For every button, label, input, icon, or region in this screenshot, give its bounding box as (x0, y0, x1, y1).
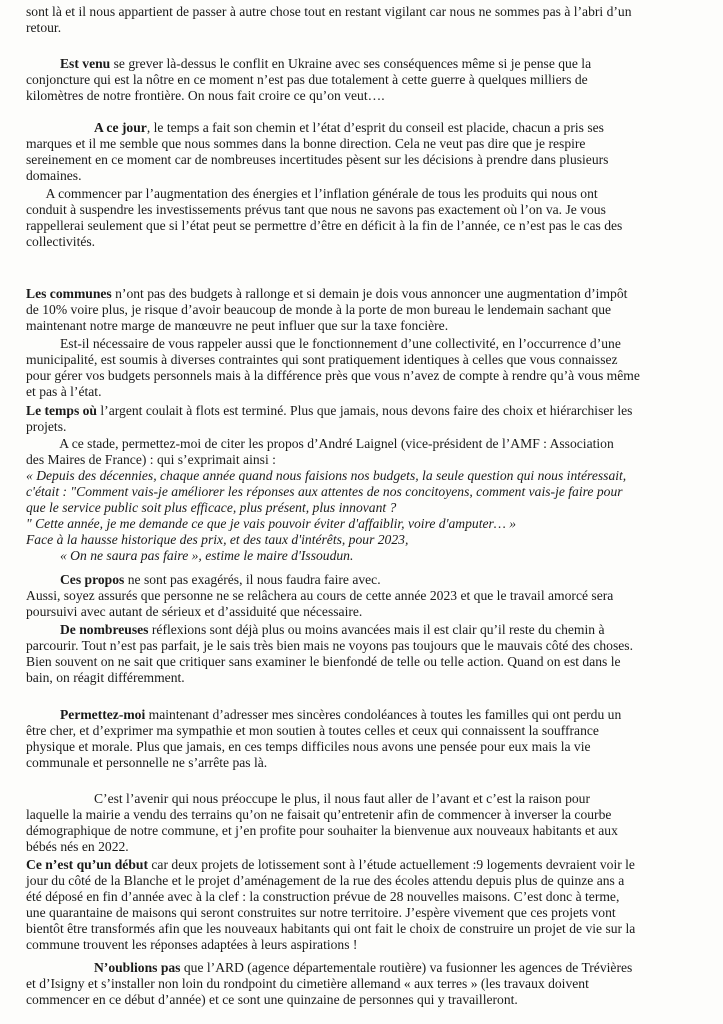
text-line (26, 807, 696, 823)
bold-lead-text: Les communes (26, 286, 112, 301)
bold-lead-text: Le temps où (26, 403, 97, 418)
text-run: maintenant notre marge de manœuvre ne peut influer que sur la taxe foncière. (26, 318, 449, 333)
text-line (26, 638, 696, 654)
paragraph-communes (26, 286, 696, 334)
text-run: A commencer par l’augmentation des énergies et l’inflation générale de tous les produits qui nous ont (26, 186, 598, 201)
quote-text: " Cette année, je me demande ce que je vais pouvoir éviter d'affaiblir, voire d'amputer… » (26, 516, 517, 531)
text-run: une quarantaine de maisons qui seront construites sur notre territoire. J’espère vivement que ces projets vont (26, 905, 616, 920)
text-line (26, 218, 696, 234)
text-line (26, 186, 696, 202)
quote-text: Face à la hausse historique des prix, et des taux d'intérêts, pour 2023, (26, 532, 409, 547)
text-run: , le temps a fait son chemin et l’état d’esprit du conseil est placide, chacun a pris ses (146, 120, 604, 135)
paragraph-reflexions (26, 622, 696, 686)
text-run: Aussi, soyez assurés que personne ne se relâchera au cours de cette année 2023 et que le travail amorcé sera (26, 588, 614, 603)
text-line (26, 202, 696, 218)
text-line (26, 588, 696, 604)
text-run: se grever là-dessus le conflit en Ukraine avec ses conséquences même si je pense que la (110, 56, 592, 71)
text-run: jour du côté de la Blanche et le projet d’aménagement de la rue des écoles attendu depuis plus de quinze ans a (26, 873, 625, 888)
text-run: pour gérer vos budgets personnels mais à la différence près que vous n’avez de compte à rendre qu’à vous même (26, 368, 640, 383)
text-line (26, 654, 696, 670)
text-run: conjoncture qui est la nôtre en ce moment n’est pas due totalement à cette guerre à quelques milliers de (26, 72, 588, 87)
text-run: car deux projets de lotissement sont à l’étude actuellement :9 logements devraient voir le (148, 857, 635, 872)
text-line (26, 889, 696, 905)
text-line (26, 234, 696, 250)
quote-text: « Depuis des décennies, chaque année quand nous faisions nos budgets, la seule question qui nous intéressait, (26, 468, 627, 483)
text-line (26, 532, 696, 548)
text-run: commencer en ce début d’année) et ce sont une quinzaine de personnes qui y travailleront. (26, 992, 518, 1007)
text-run: collectivités. (26, 234, 96, 249)
text-line (26, 707, 696, 723)
text-run (26, 960, 94, 975)
text-line (26, 384, 696, 400)
text-line (26, 286, 696, 302)
text-run: sont là et il nous appartient de passer à autre chose tout en restant vigilant car nous ne sommes pas à l’abri d’un (26, 4, 632, 19)
text-line (26, 368, 696, 384)
text-run: commune trouvent les réponses adaptées à leurs aspirations ! (26, 937, 358, 952)
bold-lead-text: De nombreuses (59, 622, 149, 637)
text-run: kilomètres de notre frontière. On nous fait croire ce qu’on veut…. (26, 88, 385, 103)
paragraph-ukraine (26, 56, 696, 104)
text-line (26, 548, 696, 564)
text-line (26, 755, 696, 771)
text-run: retour. (26, 20, 62, 35)
text-run (26, 622, 60, 637)
text-line (26, 152, 696, 168)
text-line (26, 992, 696, 1008)
text-run: ne sont pas exagérés, il nous faudra faire avec. (124, 572, 381, 587)
text-run: domaines. (26, 168, 82, 183)
paragraph-a-ce-jour (26, 120, 696, 184)
text-line (26, 352, 696, 368)
text-line (26, 723, 696, 739)
text-line (26, 20, 696, 36)
text-line (26, 484, 696, 500)
paragraph-collectivite (26, 336, 696, 400)
text-run: bain, on réagit différemment. (26, 670, 185, 685)
text-run: sereinement en ce moment car de nombreuses incertitudes pèsent sur les décisions à prendre dans plusieurs (26, 152, 609, 167)
text-line (26, 302, 696, 318)
text-run: conduit à suspendre les investissements prévus tant que nous ne savons pas exactement où l’on va. Je vous (26, 202, 606, 217)
text-run: projets. (26, 419, 67, 434)
paragraph-propos (26, 572, 696, 620)
text-line (26, 937, 696, 953)
bold-lead-text: N’oublions pas (93, 960, 181, 975)
text-run: bébés nés en 2022. (26, 839, 129, 854)
text-run: démographique de notre commune, et j’en profite pour souhaiter la bienvenue aux nouveaux habitants et aux (26, 823, 618, 838)
text-line (26, 72, 696, 88)
text-run: de 10% voire plus, je risque d’avoir beaucoup de monde à la porte de mon bureau le lendemain sachant que (26, 302, 612, 317)
text-run (26, 572, 60, 587)
text-line (26, 622, 696, 638)
bold-lead-text: A ce jour (93, 120, 147, 135)
text-line (26, 873, 696, 889)
text-run: été déposé en fin d’année avec à la clef : la construction prévue de 28 nouvelles maisons. C’est donc à terme, (26, 889, 620, 904)
text-run: bientôt être transformés afin que les nouveaux habitants qui ont fait le choix de construire un projet de vie sur la (26, 921, 636, 936)
text-run: communale et personnelle ne s’arrête pas là. (26, 755, 268, 770)
text-line (26, 960, 696, 976)
text-line (26, 921, 696, 937)
text-run: marques et il me semble que nous sommes dans la bonne direction. Cela ne veut pas dire que je respire (26, 136, 586, 151)
text-run (26, 120, 94, 135)
text-run: et pas à l’état. (26, 384, 102, 399)
text-run: n’ont pas des budgets à rallonge et si demain je dois vous annoncer une augmentation d’impôt (111, 286, 628, 301)
text-line (26, 419, 696, 435)
text-run: C’est l’avenir qui nous préoccupe le plus, il nous faut aller de l’avant et c’est la raison pour (26, 791, 590, 806)
paragraph-avenir (26, 791, 696, 855)
paragraph-energies (26, 186, 696, 250)
text-line (26, 318, 696, 334)
text-run (26, 707, 60, 722)
text-run: laquelle la mairie a vendu des terrains qu’on ne faisait qu’entretenir afin de commencer à inverser la courbe (26, 807, 612, 822)
text-line (26, 516, 696, 532)
text-run: poursuivi avec autant de sérieux et d’assiduité que nécessaire. (26, 604, 363, 619)
text-run: que l’ARD (agence départementale routière) va fusionner les agences de Trévières (180, 960, 633, 975)
paragraph-temps (26, 403, 696, 435)
text-run (26, 56, 60, 71)
text-run: Est-il nécessaire de vous rappeler aussi que le fonctionnement d’une collectivité, en l’occurrence d’une (26, 336, 621, 351)
text-line (26, 839, 696, 855)
text-line (26, 468, 696, 484)
text-line (26, 436, 696, 452)
paragraph-retour (26, 4, 696, 36)
paragraph-laignel-quote (26, 436, 696, 564)
quote-text: « On ne saura pas faire », estime le maire d'Issoudun. (26, 548, 354, 563)
text-line (26, 976, 696, 992)
text-run: Bien souvent on ne sait que critiquer sans examiner le bienfondé de telle ou telle action. Quand on est dans le (26, 654, 621, 669)
text-run: physique et morale. Plus que jamais, en ces temps difficiles nous avons une pensée pour eux mais la vie (26, 739, 591, 754)
text-line (26, 168, 696, 184)
text-run: maintenant d’adresser mes sincères condoléances à toutes les familles qui ont perdu un (145, 707, 622, 722)
bold-lead-text: Ces propos (59, 572, 125, 587)
text-line (26, 120, 696, 136)
paragraph-condoleances (26, 707, 696, 771)
quote-text: que le service public soit plus efficace, plus présent, plus innovant ? (26, 500, 397, 515)
bold-lead-text: Ce n’est qu’un début (26, 857, 148, 872)
text-line (26, 604, 696, 620)
bold-lead-text: Permettez-moi (59, 707, 146, 722)
text-run: des Maires de France) : qui s’exprimait ainsi : (26, 452, 276, 467)
text-run: et d’Isigny et s’installer non loin du rondpoint du cimetière allemand « aux terres » (les travaux doivent (26, 976, 589, 991)
text-line (26, 905, 696, 921)
text-line (26, 791, 696, 807)
text-run: l’argent coulait à flots est terminé. Plus que jamais, nous devons faire des choix et hiérarchiser les (97, 403, 633, 418)
paragraph-lotissement (26, 857, 696, 953)
text-line (26, 4, 696, 20)
text-line (26, 336, 696, 352)
quote-text: c'était : "Comment vais-je améliorer les réponses aux attentes de nos concitoyens, comment vais-je faire pour (26, 484, 623, 499)
text-line (26, 88, 696, 104)
text-run: A ce stade, permettez-moi de citer les propos d’André Laignel (vice-président de l’AMF : Association (26, 436, 614, 451)
paragraph-ard (26, 960, 696, 1008)
text-line (26, 670, 696, 686)
text-line (26, 56, 696, 72)
text-run: être cher, et d’exprimer ma sympathie et mon soutien à toutes celles et ceux qui connaissent la souffrance (26, 723, 599, 738)
text-run: réflexions sont déjà plus ou moins avancées mais il est clair qu’il reste du chemin à (148, 622, 605, 637)
text-line (26, 500, 696, 516)
text-line (26, 823, 696, 839)
text-line (26, 857, 696, 873)
text-run: parcourir. Tout n’est pas parfait, je le sais très bien mais ne voyons pas toujours que le mauvais côté des choses. (26, 638, 633, 653)
text-run: rappellerai seulement que si l’état peut se permettre d’être en déficit à la fin de l’année, ce n’est pas le cas des (26, 218, 623, 233)
text-line (26, 572, 696, 588)
text-line (26, 452, 696, 468)
text-run: municipalité, est soumis à diverses contraintes qui sont pratiquement identiques à celles que vous connaissez (26, 352, 618, 367)
bold-lead-text: Est venu (59, 56, 111, 71)
text-line (26, 403, 696, 419)
text-line (26, 136, 696, 152)
text-line (26, 739, 696, 755)
